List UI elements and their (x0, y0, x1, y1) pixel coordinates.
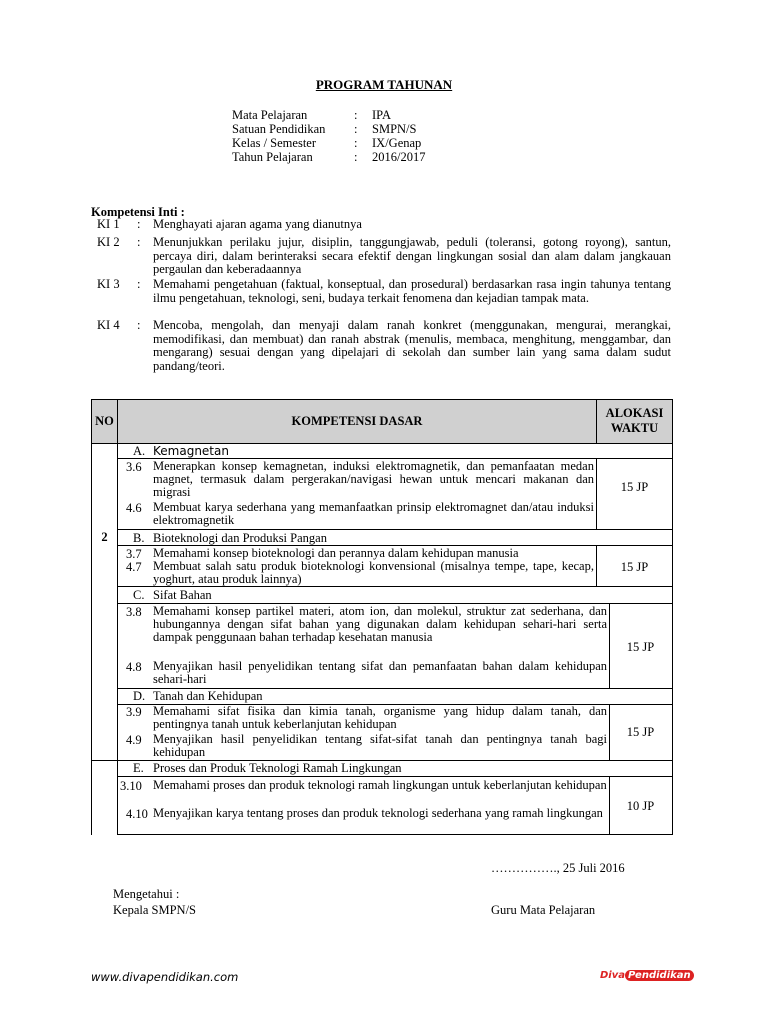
section-letter: C. (133, 588, 145, 602)
meta-row (232, 150, 425, 164)
section-name: Bioteknologi dan Produksi Pangan (153, 531, 327, 545)
header-alokasi: ALOKASI (605, 406, 664, 420)
section-name: Tanah dan Kehidupan (153, 689, 263, 703)
section-name: Kemagnetan (153, 444, 229, 458)
no-value: 2 (101, 530, 108, 544)
kd-text: Memahami konsep bioteknologi dan perannya dalam kehidupan manusia (153, 546, 519, 560)
kd-number: 4.6 (126, 501, 142, 515)
kd-number: 4.7 (126, 560, 142, 574)
ki-text: Memahami pengetahuan (faktual, konseptual, dan prosedural) berdasarkan rasa ingin tahunya tentang ilmu pengetahuan, teknologi, seni, budaya terkait fenomena dan kejadian tampak mata. (153, 277, 671, 305)
ki-colon: : (137, 318, 141, 332)
ki-code: KI 3 (97, 277, 120, 291)
page-title: PROGRAM TAHUNAN (315, 77, 453, 92)
meta-colon: : (354, 108, 358, 122)
ki-code: KI 2 (97, 235, 120, 249)
footer-url[interactable]: www.divapendidikan.com (91, 970, 239, 984)
table-border-left (91, 443, 92, 835)
kd-text: Menerapkan konsep kemagnetan, induksi elektromagnetik, dan pemanfaatan medan magnet, termasuk dalam pergerakan/navigasi hewan untuk mencari makanan dan migrasi (153, 459, 594, 500)
kd-number: 4.8 (126, 660, 142, 674)
ki-item (97, 236, 671, 277)
meta-row (232, 122, 425, 136)
meta-label: Satuan Pendidikan (232, 122, 326, 136)
meta-label: Mata Pelajaran (232, 108, 308, 122)
meta-value: 2016/2017 (372, 150, 426, 164)
row-line (117, 776, 673, 777)
jp-value: 15 JP (626, 725, 655, 739)
meta-block (232, 108, 425, 164)
ki-colon: : (137, 235, 141, 249)
meta-colon: : (354, 136, 358, 150)
ki-text: Mencoba, mengolah, dan menyaji dalam ranah konkret (menggunakan, mengurai, merangkai, memodifikasi, dan membuat) dan ranah abstrak (menulis, membaca, menghitung, menggambar, dan mengarang) sesuai dengan yang dipelajari di sekolah dan sumber lain yang sama dalam sudut pandang/teori. (153, 318, 671, 373)
guru-label: Guru Mata Pelajaran (491, 903, 596, 917)
logo-part-pendidikan: Pendidikan (625, 970, 694, 981)
mengetahui-label: Mengetahui : (113, 887, 180, 901)
row-line (117, 529, 673, 530)
meta-row (232, 136, 425, 150)
ki-item (97, 278, 671, 305)
kd-number: 3.9 (126, 705, 142, 719)
kepala-label: Kepala SMPN/S (113, 903, 196, 917)
kd-text: Menyajikan hasil penyelidikan tentang sifat-sifat tanah dan pentingnya tanah bagi kehidupan (153, 732, 607, 760)
kd-number: 3.10 (120, 779, 142, 793)
jp-value: 15 JP (626, 640, 655, 654)
section-letter: D. (133, 689, 146, 703)
jp-value: 15 JP (620, 480, 649, 494)
meta-value: IPA (372, 108, 391, 122)
ki-item (97, 319, 671, 373)
meta-label: Kelas / Semester (232, 136, 317, 150)
kd-text: Menyajikan karya tentang proses dan produk teknologi sederhana yang ramah lingkungan (153, 806, 603, 820)
section-name: Proses dan Produk Teknologi Ramah Lingkungan (153, 761, 402, 775)
meta-row (232, 108, 425, 122)
section-letter: E. (133, 761, 144, 775)
section-name: Sifat Bahan (153, 588, 212, 602)
section-letter: B. (133, 531, 145, 545)
meta-label: Tahun Pelajaran (232, 150, 313, 164)
jp-value: 15 JP (620, 560, 649, 574)
ki-text: Menghayati ajaran agama yang dianutnya (153, 217, 362, 231)
jp-value: 10 JP (626, 799, 655, 813)
header-kd: KOMPETENSI DASAR (291, 414, 423, 428)
ki-code: KI 4 (97, 318, 120, 332)
kd-text: Memahami sifat fisika dan kimia tanah, organisme yang hidup dalam tanah, dan pentingnya tanah untuk keberlanjutan kehidupan (153, 704, 607, 732)
logo-part-diva: Diva (600, 970, 625, 981)
meta-colon: : (354, 150, 358, 164)
date-line: ……………., 25 Juli 2016 (491, 861, 625, 875)
row-line (117, 834, 673, 835)
ki-colon: : (137, 277, 141, 291)
ki-heading: Kompetensi Inti : (91, 205, 185, 219)
header-no: NO (95, 414, 114, 428)
kd-text: Membuat karya sederhana yang memanfaatkan prinsip elektromagnet dan/atau induksi elektromagnetik (153, 500, 594, 528)
header-waktu: WAKTU (610, 421, 659, 435)
section-letter: A. (133, 444, 146, 458)
ki-text: Menunjukkan perilaku jujur, disiplin, tanggungjawab, peduli (toleransi, gotong royong), santun, percaya diri, dalam berinteraksi secara efektif dengan lingkungan sosial dan alam dalam jangkauan pergaulan dan keberadaannya (153, 235, 671, 277)
row-line (91, 760, 118, 761)
kd-number: 4.10 (126, 807, 148, 821)
kd-number: 3.6 (126, 460, 142, 474)
kd-text: Menyajikan hasil penyelidikan tentang sifat dan pemanfaatan bahan dalam kehidupan sehari-hari (153, 659, 607, 687)
kd-number: 3.8 (126, 605, 142, 619)
kd-text: Membuat salah satu produk bioteknologi konvensional (misalnya tempe, tape, kecap, yoghurt, atau produk lainnya) (153, 559, 594, 587)
kd-number: 4.9 (126, 733, 142, 747)
kd-text: Memahami konsep partikel materi, atom ion, dan molekul, struktur zat sederhana, dan hubungannya dengan sifat bahan yang digunakan dalam kehidupan sehari-hari serta dampak penggunaan bahan terhadap kesehatan manusia (153, 604, 607, 645)
ki-item (97, 218, 671, 232)
divapendidikan-logo (600, 970, 694, 981)
meta-value: IX/Genap (372, 136, 422, 150)
ki-colon: : (137, 217, 141, 231)
meta-value: SMPN/S (372, 122, 417, 136)
meta-colon: : (354, 122, 358, 136)
ki-code: KI 1 (97, 217, 120, 231)
kd-text: Memahami proses dan produk teknologi ramah lingkungan untuk keberlanjutan kehidupan (153, 778, 607, 792)
kd-number: 3.7 (126, 547, 142, 561)
